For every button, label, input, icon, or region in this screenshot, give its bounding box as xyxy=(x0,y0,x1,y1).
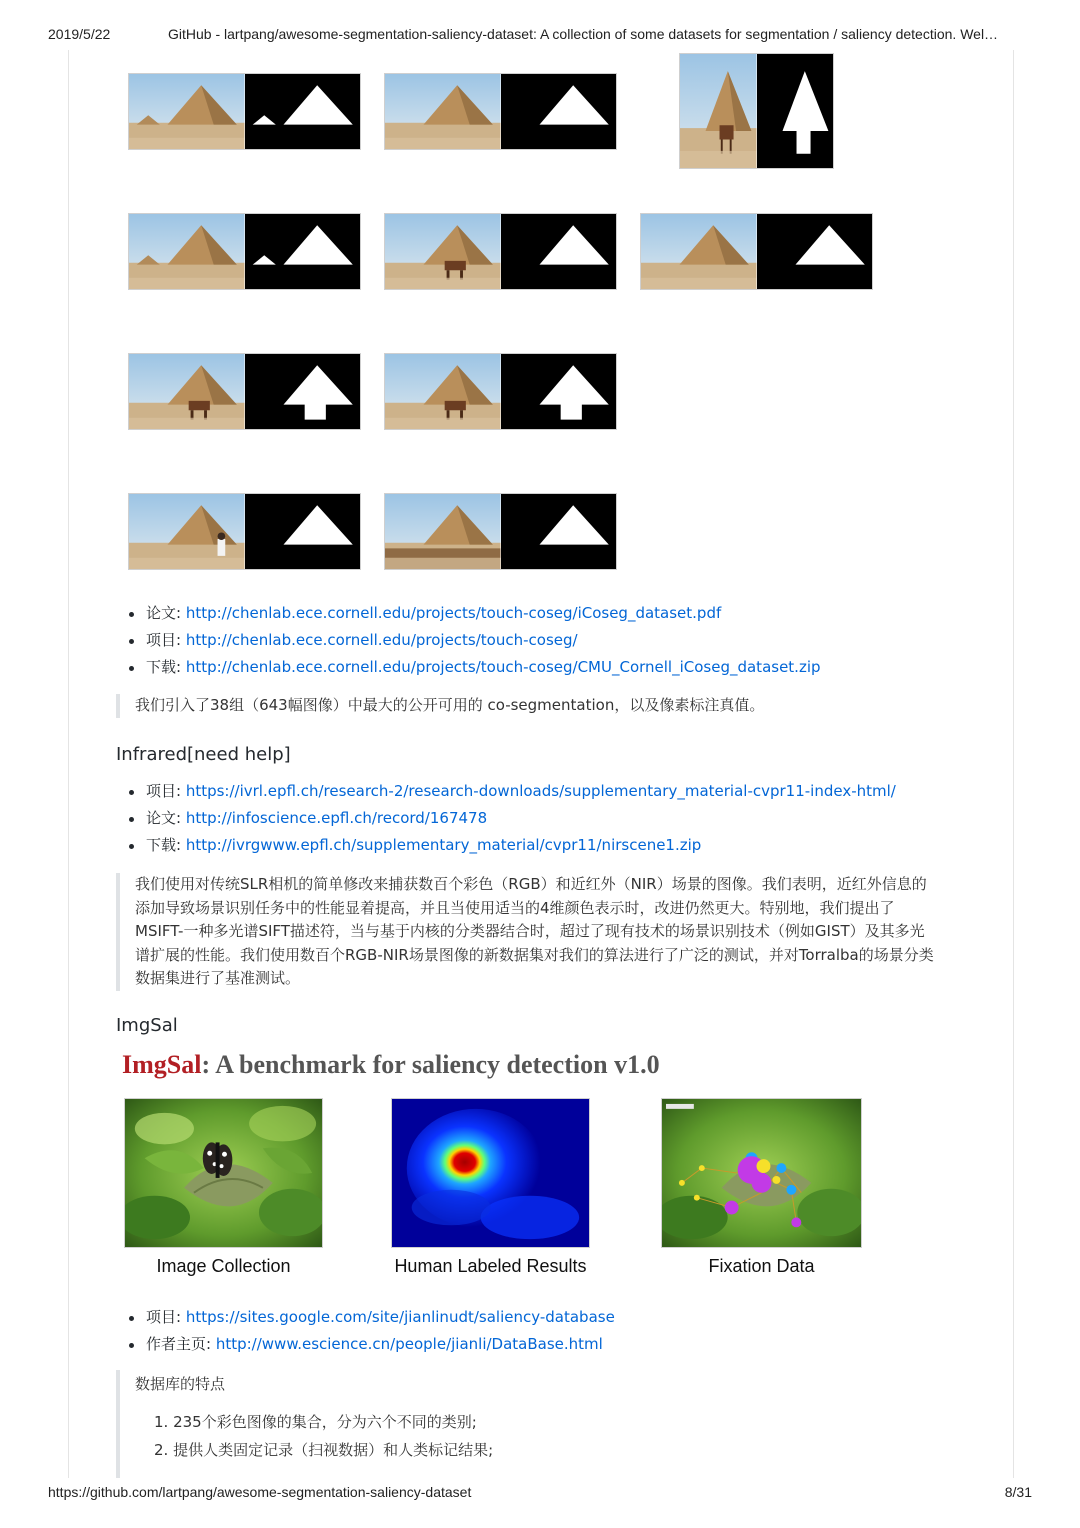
image-collection-caption: Image Collection xyxy=(156,1256,291,1276)
link-label: 作者主页: xyxy=(146,1335,216,1353)
thumbnail-mask xyxy=(501,214,617,289)
link-list-item xyxy=(116,654,821,681)
thumbnail-mask xyxy=(501,74,617,149)
icoseg-quote xyxy=(116,694,976,718)
link-label: 下载: xyxy=(146,836,186,854)
link-label: 论文: xyxy=(146,809,186,827)
thumbnail-photo xyxy=(641,214,757,289)
link-list-item xyxy=(116,778,896,805)
icoseg-link-list xyxy=(116,600,821,681)
link-label: 下载: xyxy=(146,658,186,676)
print-date: 2019/5/22 xyxy=(48,26,111,42)
thumbnail-mask xyxy=(757,54,834,168)
features-title: 数据库的特点 xyxy=(135,1375,226,1393)
icoseg-quote-text: 我们引入了38组（643幅图像）中最大的公开可用的 co-segmentation，以及像素标注真值。 xyxy=(135,696,765,714)
thumbnail-mask xyxy=(245,354,361,429)
thumbnail-photo xyxy=(129,74,245,149)
icoseg-thumbnail xyxy=(384,213,617,290)
features-list xyxy=(154,1408,493,1464)
thumbnail-mask xyxy=(245,494,361,569)
human-labeled-caption: Human Labeled Results xyxy=(394,1256,587,1276)
print-page-number: 8/31 xyxy=(1004,1484,1032,1500)
thumbnail-photo xyxy=(129,354,245,429)
icoseg-thumbnail xyxy=(128,493,361,570)
imgsal-banner xyxy=(122,1050,660,1080)
thumbnail-mask xyxy=(245,74,361,149)
infrared-link-list xyxy=(116,778,896,859)
human-labeled-heatmap xyxy=(391,1098,590,1248)
infrared-quote-line: 数据集进行了基准测试。 xyxy=(135,969,301,987)
thumbnail-photo xyxy=(385,74,501,149)
fixation-data-photo xyxy=(661,1098,862,1248)
thumbnail-mask xyxy=(501,494,617,569)
imgsal-heading: ImgSal xyxy=(116,1015,178,1036)
print-footer xyxy=(0,1484,1080,1504)
link-list-item xyxy=(116,832,896,859)
external-link[interactable]: http://chenlab.ece.cornell.edu/projects/touch-coseg/CMU_Cornell_iCoseg_dataset.zip xyxy=(185,658,821,676)
external-link[interactable]: http://chenlab.ece.cornell.edu/projects/touch-coseg/ xyxy=(185,631,578,649)
thumbnail-photo xyxy=(129,494,245,569)
infrared-quote-line: 添加导致场景识别任务中的性能显着提高，并且当使用适当的4维颜色表示时，改进仍然更大。特别地，我们提出了 xyxy=(135,898,895,917)
thumbnail-mask xyxy=(245,214,361,289)
thumbnail-photo xyxy=(129,214,245,289)
external-link[interactable]: https://sites.google.com/site/jianlinudt/saliency-database xyxy=(185,1308,615,1326)
icoseg-thumbnail xyxy=(640,213,873,290)
infrared-quote-line: 我们使用对传统SLR相机的简单修改来捕获数百个彩色（RGB）和近红外（NIR）场景的图像。我们表明，近红外信息的 xyxy=(135,875,927,893)
infrared-heading: Infrared[need help] xyxy=(116,744,291,765)
link-label: 项目: xyxy=(146,1308,186,1326)
imgsal-banner-subtitle: : A benchmark for saliency detection v1.0 xyxy=(201,1050,660,1079)
imgsal-link-list xyxy=(116,1304,615,1358)
image-collection-photo xyxy=(124,1098,323,1248)
feature-item: 2. 提供人类固定记录（扫视数据）和人类标记结果; xyxy=(154,1441,494,1459)
feature-item: 1. 235个彩色图像的集合，分为六个不同的类别; xyxy=(154,1413,477,1431)
external-link[interactable]: http://ivrgwww.epfl.ch/supplementary_material/cvpr11/nirscene1.zip xyxy=(185,836,702,854)
external-link[interactable]: http://www.escience.cn/people/jianli/DataBase.html xyxy=(215,1335,603,1353)
icoseg-thumbnail xyxy=(384,493,617,570)
external-link[interactable]: http://infoscience.epfl.ch/record/167478 xyxy=(185,809,488,827)
print-header xyxy=(0,26,1080,46)
link-list-item xyxy=(116,627,821,654)
infrared-quote-line: MSIFT-一种多光谱SIFT描述符，当与基于内核的分类器结合时，超过了现有技术的场景识别技术（例如GIST）及其多光 xyxy=(135,922,925,940)
fixation-data-caption: Fixation Data xyxy=(708,1256,815,1276)
thumbnail-photo xyxy=(385,494,501,569)
icoseg-thumbnail xyxy=(128,353,361,430)
thumbnail-mask xyxy=(757,214,873,289)
icoseg-thumbnail xyxy=(128,73,361,150)
page-border-right xyxy=(1013,50,1014,1478)
thumbnail-photo xyxy=(385,214,501,289)
external-link[interactable]: http://chenlab.ece.cornell.edu/projects/touch-coseg/iCoseg_dataset.pdf xyxy=(185,604,722,622)
link-list-item xyxy=(116,1304,615,1331)
link-label: 项目: xyxy=(146,631,186,649)
infrared-quote xyxy=(116,873,976,991)
link-label: 论文: xyxy=(146,604,186,622)
icoseg-thumbnail xyxy=(679,53,834,169)
external-link[interactable]: https://ivrl.epfl.ch/research-2/research-downloads/supplementary_material-cvpr11-index-html/ xyxy=(185,782,896,800)
icoseg-thumbnail xyxy=(384,353,617,430)
link-label: 项目: xyxy=(146,782,186,800)
print-footer-url: https://github.com/lartpang/awesome-segmentation-saliency-dataset xyxy=(48,1484,472,1500)
link-list-item xyxy=(116,805,896,832)
link-list-item xyxy=(116,600,821,627)
infrared-quote-line: 谱扩展的性能。我们使用数百个RGB-NIR场景图像的新数据集对我们的算法进行了广泛的测试，并对Torralba的场景分类 xyxy=(135,945,934,964)
thumbnail-photo xyxy=(385,354,501,429)
icoseg-thumbnail xyxy=(384,73,617,150)
print-page-title: GitHub - lartpang/awesome-segmentation-saliency-dataset: A collection of some datasets for segmentation / saliency detection. Wel… xyxy=(168,26,999,42)
thumbnail-photo xyxy=(680,54,757,168)
link-list-item xyxy=(116,1331,615,1358)
thumbnail-mask xyxy=(501,354,617,429)
page-border-left xyxy=(68,50,69,1478)
imgsal-banner-brand: ImgSal xyxy=(122,1050,202,1079)
imgsal-features-quote xyxy=(116,1370,976,1478)
icoseg-thumbnail xyxy=(128,213,361,290)
